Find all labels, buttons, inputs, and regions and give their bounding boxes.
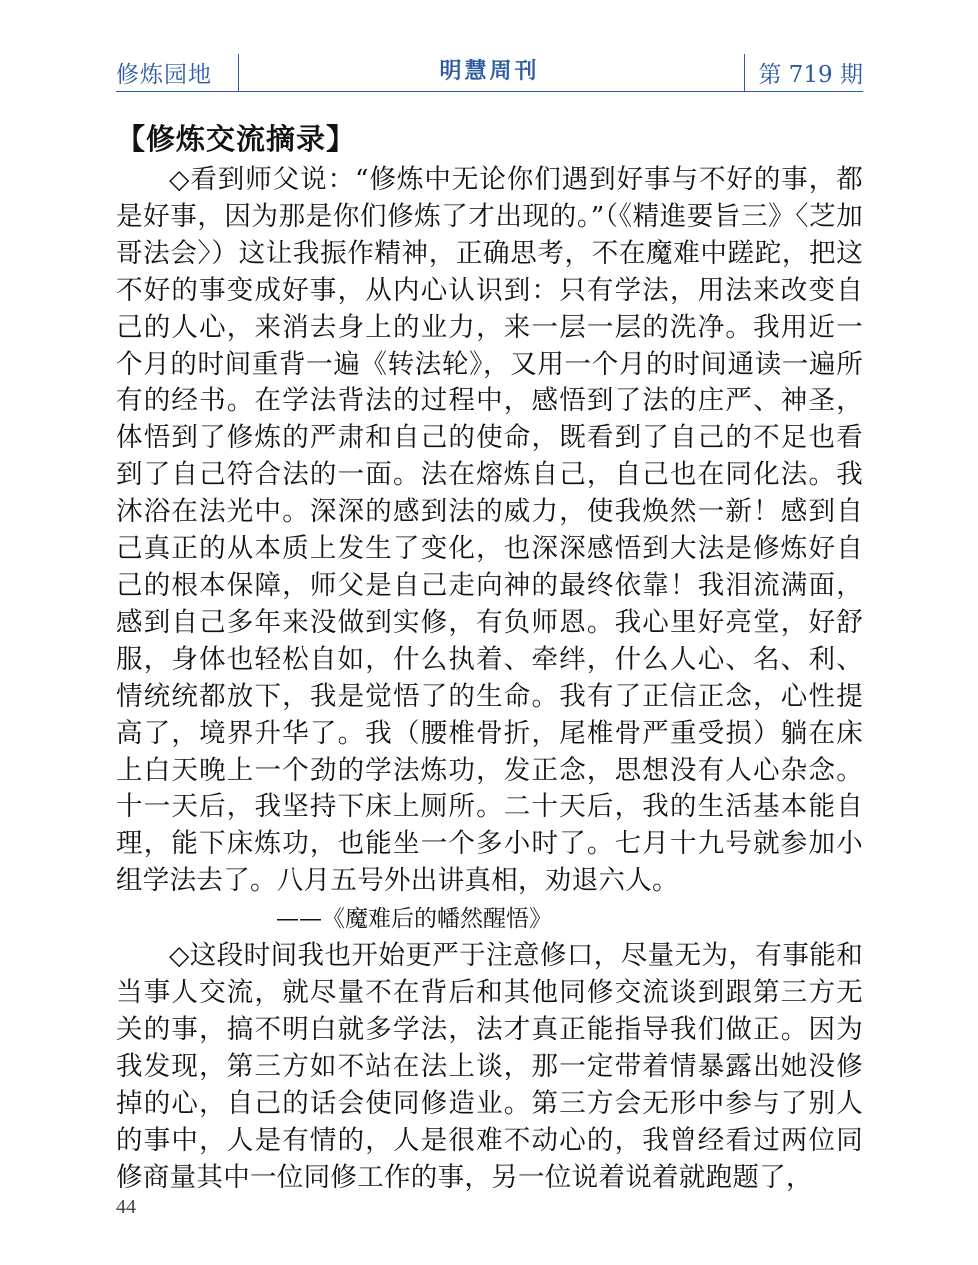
magazine-title: 明慧周刊	[439, 59, 540, 84]
article-title: 【修炼交流摘录】	[116, 122, 357, 156]
header-rule	[116, 91, 863, 92]
article-body	[116, 118, 863, 1196]
page-number: 44	[116, 1196, 136, 1218]
paragraph-2: ◇这段时间我也开始更严于注意修口，尽量无为，有事能和当事人交流，就尽量不在背后和其他同修交流谈到跟第三方无关的事，搞不明白就多学法，法才真正能指导我们做正。因为我发现，第三方如不站在法上谈，那一定带着情暴露出她没修掉的心，自己的话会使同修造业。第三方会无形中参与了别人的事中，人是有情的，人是很难不动心的，我曾经看过两位同修商量其中一位同修工作的事，另一位说着说着就跑题了，	[116, 940, 863, 1193]
issue-number: 第 719 期	[758, 62, 863, 88]
section-name: 修炼园地	[116, 62, 212, 88]
source-attribution: ——《魔难后的幡然醒悟》	[276, 906, 552, 933]
page-header	[116, 48, 863, 92]
header-divider-right	[744, 54, 745, 92]
paragraph-1: ◇看到师父说：“修炼中无论你们遇到好事与不好的事，都是好事，因为那是你们修炼了才出现的。”（《精進要旨三》〈芝加哥法会〉）这让我振作精神，正确思考，不在魔难中蹉跎，把这不好的事变成好事，从内心认识到：只有学法，用法来改变自己的人心，来消去身上的业力，来一层一层的洗净。我用近一个月的时间重背一遍《转法轮》，又用一个月的时间通读一遍所有的经书。在学法背法的过程中，感悟到了法的庄严、神圣，体悟到了修炼的严肃和自己的使命，既看到了自己的不足也看到了自己符合法的一面。法在熔炼自己，自己也在同化法。我沐浴在法光中。深深的感到法的威力，使我焕然一新！感到自己真正的从本质上发生了变化，也深深感悟到大法是修炼好自己的根本保障，师父是自己走向神的最终依靠！我泪流满面，感到自己多年来没做到实修，有负师恩。我心里好亮堂，好舒服，身体也轻松自如，什么执着、牵绊，什么人心、名、利、情统统都放下，我是觉悟了的生命。我有了正信正念，心性提高了，境界升华了。我（腰椎骨折，尾椎骨严重受损）躺在床上白天晚上一个劲的学法炼功，发正念，思想没有人心杂念。十一天后，我坚持下床上厕所。二十天后，我的生活基本能自理，能下床炼功，也能坐一个多小时了。七月十九号就参加小组学法去了。八月五号外出讲真相，劝退六人。	[116, 164, 863, 897]
